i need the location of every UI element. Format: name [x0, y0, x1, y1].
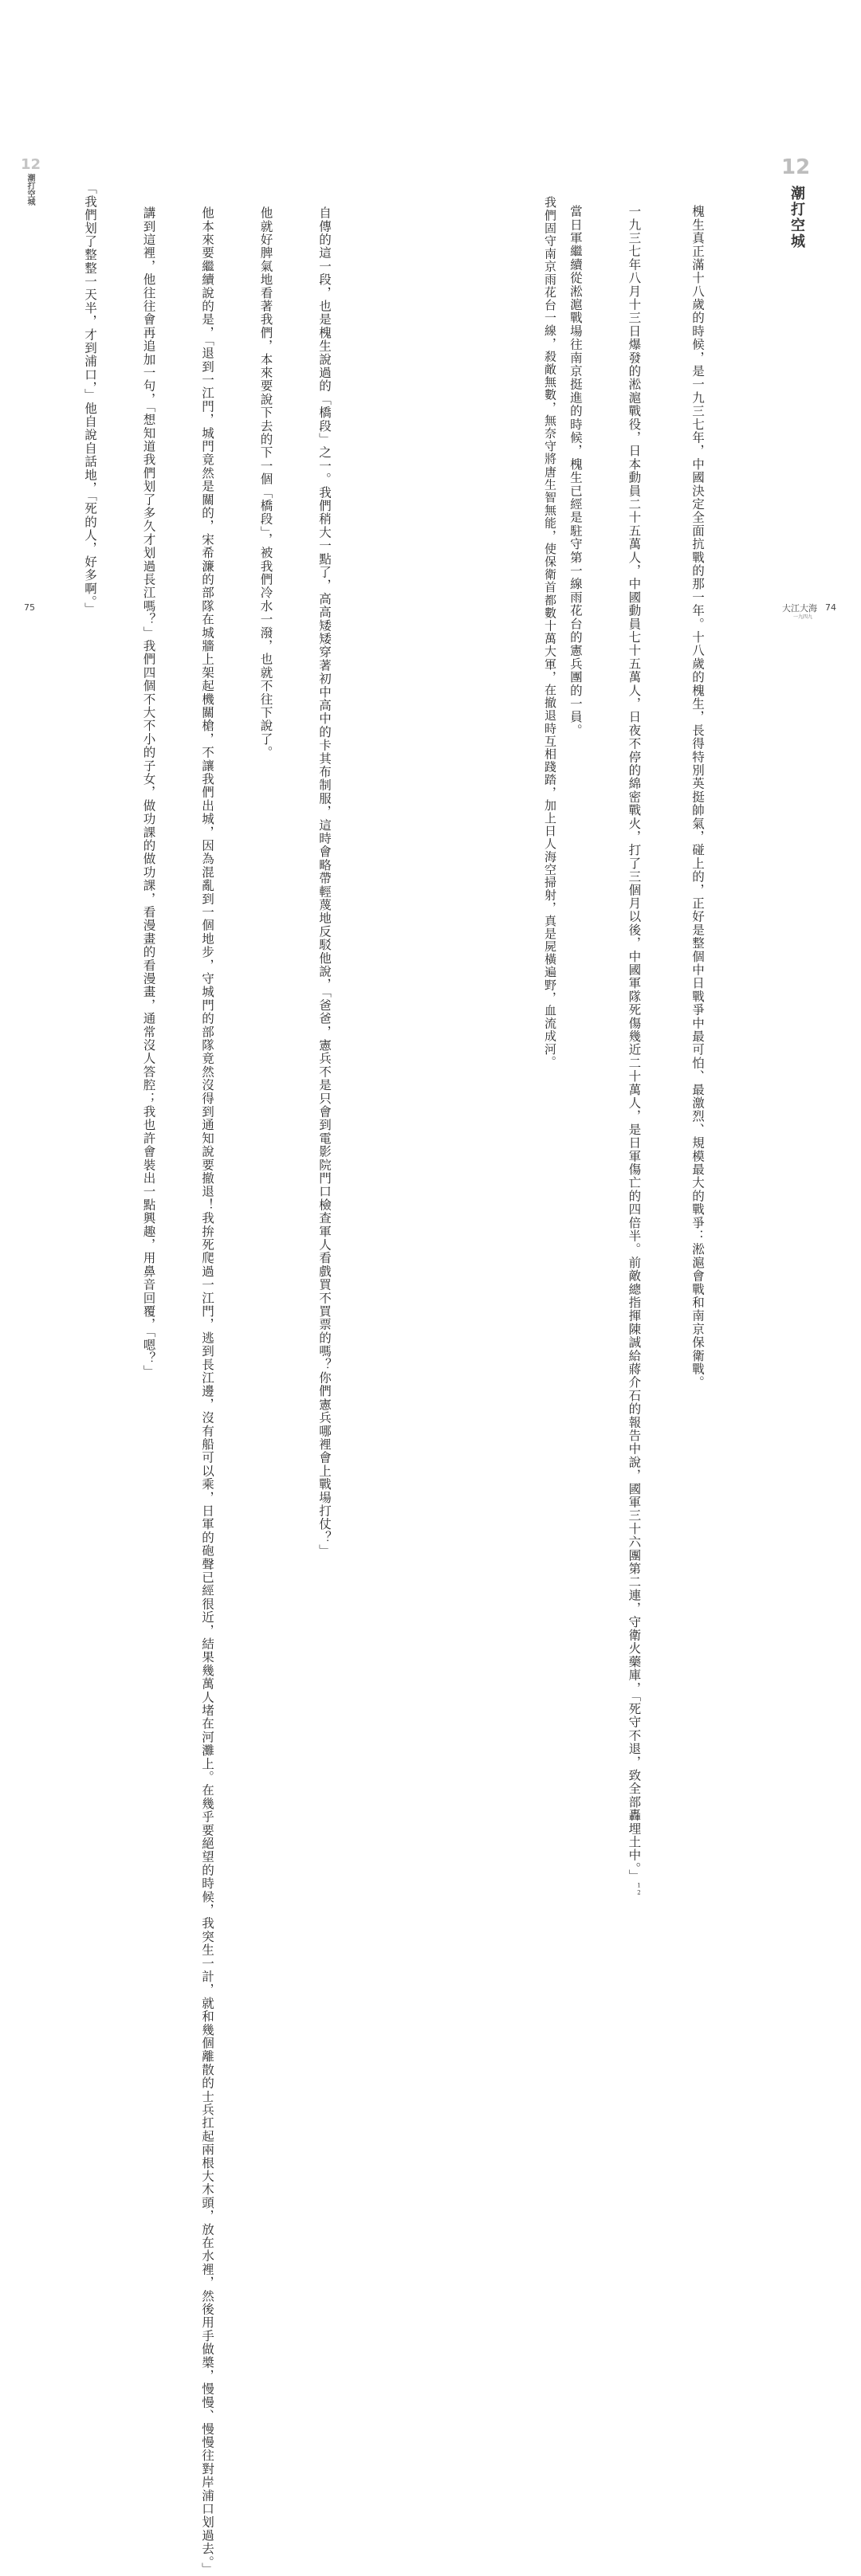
body-paragraph: 當日軍繼續從淞滬戰場往南京挺進的時候，槐生已經是駐守第一線雨花台的憲兵團的一員。 — [568, 205, 583, 737]
side-chapter-number: 12 — [21, 156, 41, 173]
body-paragraph-text: 一九三七年八月十三日爆發的淞滬戰役，日本動員二十五萬人，中國動員七十五萬人，日夜不停的綿密戰火，打了三個月以後，中國軍隊死傷幾近二十萬人，是日軍傷亡的四倍半。前敵總指揮陳誠給蔣介石的報告中說，國軍三十六團第二連，守衛火藥庫，「死守不退，致全部轟埋土中。」 — [627, 205, 642, 1883]
chapter-number: 12 — [781, 155, 811, 179]
page-number-left: 75 — [24, 602, 35, 613]
left-page-body — [41, 182, 374, 2576]
body-paragraph: 槐生真正滿十八歲的時候，是一九三七年，中國決定全面抗戰的那一年。十八歲的槐生，長得特別英挺帥氣，碰上的，正好是整個中日戰爭中最可怕、最激烈、規模最大的戰爭：淞滬會戰和南京保衛戰。 — [690, 205, 705, 1390]
body-paragraph: 講到這裡，他往往會再追加一句，「想知道我們划了多久才划過長江嗎？」我們四個不大不小的子女，做功課的做功課，看漫畫的看漫畫，通常沒人答腔；我也許會裝出一點興趣，用鼻音回覆，「嗯？」 — [141, 206, 156, 1378]
block-quote: 我們固守南京雨花台一線，殺敵無數，無奈守將唐生智無能，使保衛首都數十萬大軍，在撤退時互相踐踏，加上日人海空掃射，真是屍橫遍野，血流成河。 — [543, 196, 557, 1068]
book-title: 大江大海 — [782, 603, 817, 614]
chapter-title: 潮打空城 — [788, 186, 805, 249]
page-number-right: 74 — [825, 602, 836, 613]
body-paragraph: 自傳的這一段，也是槐生說過的「橋段」之一。我們稍大一點了，高高矮矮穿著初中高中的卡其布制服，這時會略帶輕蔑地反駁他說，「爸爸，憲兵不是只會到電影院門口檢查軍人看戲買不買票的嗎？你們憲兵哪裡會上戰場打仗？」 — [317, 206, 332, 1558]
right-page — [431, 0, 861, 1897]
body-paragraph — [624, 180, 649, 1897]
book-subtitle: 一九四九 — [793, 614, 813, 620]
body-paragraph: 他本來要繼續說的是，「退到一江門，城門竟然是關的，宋希濂的部隊在城牆上架起機關槍，不讓我們出城，因為混亂到一個地步，守城門的部隊竟然沒得到通知說要撤退！我拚死爬過一江門，逃到長江邊，沒有船可以乘，日軍的砲聲已經很近，結果幾萬人堵在河灘上。在幾乎要絕望的時候，我突生一計，就和幾個離散的士兵扛起兩根大木頭，放在水裡，然後用手做槳，慢慢、慢慢往對岸浦口划過去。」 — [200, 206, 214, 2576]
footnote-marker: 12 — [635, 1882, 643, 1897]
body-paragraph: 「我們划了整整一天半，才到浦口，」他自說自話地，「死的人，好多啊。」 — [83, 182, 97, 616]
side-chapter-title: 潮打空城 — [26, 174, 34, 206]
body-paragraph: 他就好脾氣地看著我們，本來要說下去的下一個「橋段」，被我們冷水一潑，也就不往下說了。 — [258, 206, 273, 759]
